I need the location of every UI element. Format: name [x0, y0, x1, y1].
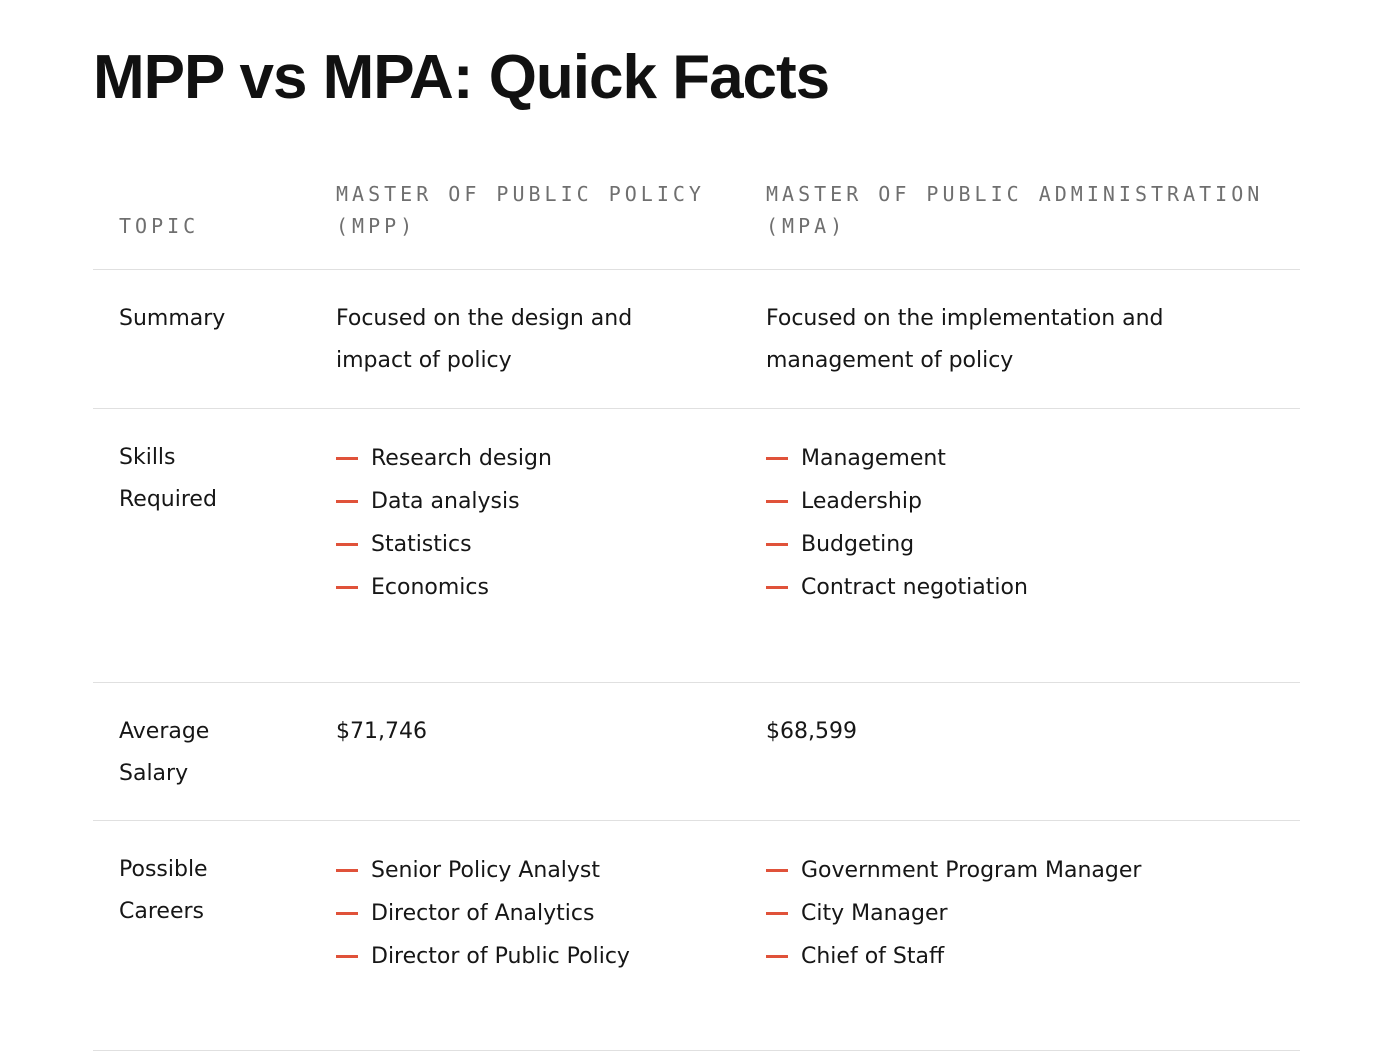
header-mpa	[766, 178, 1300, 242]
table-row-careers	[93, 821, 1300, 1051]
topic-salary-line2: Salary	[119, 761, 189, 786]
header-mpp-line1: MASTER OF PUBLIC POLICY	[336, 182, 705, 206]
topic-careers-line1: Possible	[119, 857, 208, 882]
mpp-salary: $71,746	[336, 719, 427, 744]
header-topic: TOPIC	[119, 214, 200, 238]
list-item-text: Budgeting	[801, 532, 915, 557]
list-item-text: Government Program Manager	[801, 858, 1142, 883]
mpa-careers	[766, 849, 1300, 1050]
list-item	[766, 566, 1300, 609]
table-row-salary	[93, 683, 1300, 821]
mpa-skills-list	[766, 437, 1300, 609]
header-mpp-line2: (MPP)	[336, 214, 417, 238]
topic-salary	[93, 711, 336, 820]
list-item	[336, 935, 766, 978]
page-title: MPP vs MPA: Quick Facts	[93, 43, 830, 112]
dash-bullet-icon	[766, 912, 788, 915]
list-item	[336, 437, 766, 480]
comparison-table	[93, 170, 1300, 1051]
topic-summary: Summary	[119, 306, 226, 331]
list-item-text: Leadership	[801, 489, 922, 514]
table-row-skills	[93, 409, 1300, 683]
table-row-summary	[93, 270, 1300, 409]
header-mpa-line1: MASTER OF PUBLIC ADMINISTRATION	[766, 182, 1264, 206]
list-item-text: Statistics	[371, 532, 472, 557]
list-item	[766, 480, 1300, 523]
dash-bullet-icon	[336, 543, 358, 546]
dash-bullet-icon	[336, 457, 358, 460]
list-item-text: Research design	[371, 446, 552, 471]
dash-bullet-icon	[766, 500, 788, 503]
topic-careers	[93, 849, 336, 1050]
mpp-skills	[336, 437, 766, 682]
dash-bullet-icon	[766, 543, 788, 546]
mpp-careers-list	[336, 849, 766, 978]
mpp-summary: Focused on the design and impact of policy	[336, 306, 633, 373]
mpa-careers-list	[766, 849, 1300, 978]
list-item-text: City Manager	[801, 901, 948, 926]
list-item	[766, 523, 1300, 566]
dash-bullet-icon	[336, 869, 358, 872]
topic-skills	[93, 437, 336, 682]
dash-bullet-icon	[336, 500, 358, 503]
list-item-text: Management	[801, 446, 946, 471]
list-item-text: Contract negotiation	[801, 575, 1028, 600]
dash-bullet-icon	[336, 955, 358, 958]
mpa-skills	[766, 437, 1300, 682]
list-item-text: Data analysis	[371, 489, 520, 514]
mpa-salary: $68,599	[766, 719, 857, 744]
list-item	[766, 849, 1300, 892]
list-item-text: Director of Public Policy	[371, 944, 630, 969]
topic-careers-line2: Careers	[119, 899, 204, 924]
mpp-careers	[336, 849, 766, 1050]
list-item	[766, 892, 1300, 935]
table-header-row	[93, 170, 1300, 270]
list-item	[336, 566, 766, 609]
list-item	[336, 892, 766, 935]
topic-skills-line1: Skills	[119, 445, 176, 470]
topic-salary-line1: Average	[119, 719, 210, 744]
dash-bullet-icon	[766, 869, 788, 872]
list-item	[766, 437, 1300, 480]
dash-bullet-icon	[336, 912, 358, 915]
list-item	[336, 480, 766, 523]
dash-bullet-icon	[766, 457, 788, 460]
mpp-skills-list	[336, 437, 766, 609]
list-item-text: Senior Policy Analyst	[371, 858, 601, 883]
dash-bullet-icon	[766, 955, 788, 958]
topic-skills-line2: Required	[119, 487, 217, 512]
list-item-text: Director of Analytics	[371, 901, 595, 926]
list-item	[336, 523, 766, 566]
header-mpp	[336, 178, 766, 242]
mpa-summary: Focused on the implementation and management of policy	[766, 306, 1164, 373]
dash-bullet-icon	[336, 586, 358, 589]
list-item-text: Chief of Staff	[801, 944, 945, 969]
header-mpa-line2: (MPA)	[766, 214, 847, 238]
dash-bullet-icon	[766, 586, 788, 589]
list-item	[336, 849, 766, 892]
list-item-text: Economics	[371, 575, 489, 600]
list-item	[766, 935, 1300, 978]
